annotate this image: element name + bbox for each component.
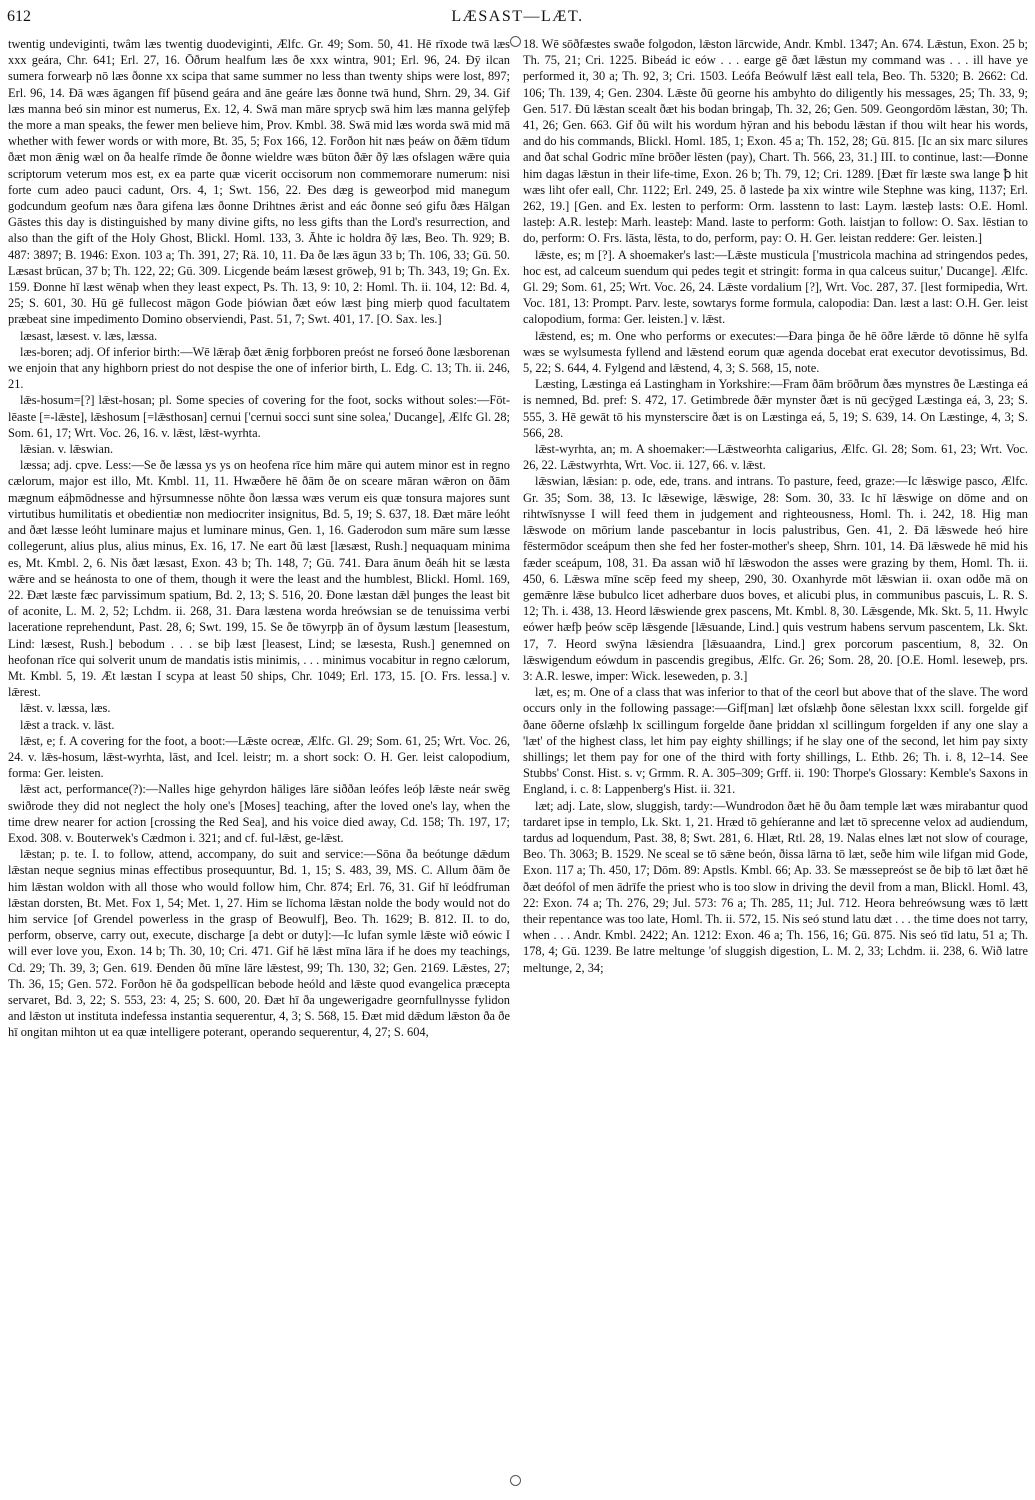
dictionary-entry: lǣst act, performance(?):—Nalles hige gehyrdon hāliges lāre siððan leófes leóþ lǣste neár swēg swiðrode they did not neglect the holy one's [Moses] teaching, after the loved one's lay, when the time drew nearer for action [crossing the Red Sea], and his voice died away, Cd. 158; Th. 197, 17; Exod. 308. v. Bouterwek's Cædmon i. 321; and cf. ful-lǣst, ge-lǣst. [8, 782, 510, 845]
dictionary-entry: lǣswian, lǣsian: p. ode, ede, trans. and intrans. To pasture, feed, graze:—Ic lǣswige pasco, Ælfc. Gr. 35; Som. 38, 13. Ic lǣsewige, lǣswige, 28: Som. 30, 33. Ic hī lǣswige on dōme and on rihtwīsnysse I will feed them in judgement and righteousness, Homl. Th. i. 242, 18. Hig man lǣswode on mōrium lande pascebantur in locis palustribus, Gen. 41, 2. Ðā lǣswede heó hire fēstermōdor sceápum then she fed her foster-mother's sheep, Shrn. 101, 14. Ðā lǣswede hē mid his fæder sceápum, 108, 31. Ða assan wið hī lǣswodon the asses were grazing by them, Homl. Th. ii. 450, 6. Lǣswa mīne scēp feed my sheep, 290, 30. Oxanhyrde mōt lǣswian ii. oxan odðe mā on gemǣnre lǣse bubulco licet adherbare duos boves, et alicubi plus, in communibus pascuis, L. R. S. 12; Th. i. 438, 13. Heord lǣswiende grex pascens, Mt. Kmbl. 8, 30. Lǣsgende, Mk. Skt. 5, 11. Hwylc eówer hæfþ þeów scēp lǣsgende [lǣsuande, Lind.] quis vestrum habens servum pascentem, Lk. Skt. 17, 7. Heord swȳna lǣsiendra [lǣsuaandra, Lind.] grex porcorum pascentium, 8, 32. On lǣswigendum eówdum in pascendis gregibus, Ælfc. Gr. 26; Som. 28, 20. [O.E. Homl. leseweþ, prs. 3: A.R. leswe, imper: Wick. leseweden, p. 3.] [523, 474, 1028, 683]
dictionary-entry: 18. Wē sōðfæstes swaðe folgodon, lǣston lārcwide, Andr. Kmbl. 1347; An. 674. Lǣstun, Exon. 25 b; Th. 75, 21; Cri. 1225. Bibeád ic eów . . . earge gē ðæt lǣstun my command was . . . ill have ye performed it, 30 a; Th. 92, 3; Cri. 1503. Leófa Beówulf lǣst eall tela, Beo. Th. 5320; B. 2662: Cd. 106; Th. 139, 4; Gen. 2304. Lǣste ðū georne his ambyhto do diligently his messages, 25; Th. 33, 9; Gen. 517. Ðū lǣstan scealt ðæt his bodan bringaþ, Th. 32, 26; Gen. 509. Geongordōm lǣstan, 30; Th. 41, 26; Gen. 663. Gif ðū wilt his wordum hȳran and his bebodu lǣstan if thou wilt hear his words, and do his commands, Blickl. Homl. 185, 1; Exon. 45 a; Th. 152, 28; Gū. 815. [Ic an six marc silures and ðat schal Godric mīne brōðer lēsten (pay), Chart. Th. 566, 23, 31.] III. to continue, last:—Ðonne him dagas lǣstun in their life-time, Exon. 26 b; Th. 79, 12; Cri. 1289. [Ðæt fīr læste swa lange ꝥ hit wæs liht ofer eall, Chr. 1122; Erl. 249, 25. ð lastede þa xix wintre wile Stephne was king, 1137; Erl. 262, 19.] [Gen. and Ex. lesten to perform: Orm. lasstenn to last: Laym. læsteþ lasts: O.E. Homl. lasteþ: A.R. lesteþ: Marh. leasteþ: Mand. laste to perform: Goth. laistjan to follow: O. Sax. lēstian to do, perform: O. Frs. lāsta, lēsta, to do, perform, pay: O. H. Ger. leistan reddere: Ger. leisten.] [523, 37, 1028, 246]
dictionary-entry: lǣstend, es; m. One who performs or executes:—Ðara þinga ðe hē ōðre lǣrde tō dōnne hē sylfa wæs se wylsumesta fyllend and lǣstend eorum quæ agenda docebat erat executor devotissimus, Bd. 5, 22; S. 644, 4. Fylgend and lǣstend, 4, 3; S. 568, 15, note. [523, 328, 1028, 376]
dictionary-entry: lǣst-wyrhta, an; m. A shoemaker:—Lǣstweorhta caligarius, Ælfc. Gl. 28; Som. 61, 23; Wrt. Voc. 26, 22. Lǣstwyrhta, Wrt. Voc. ii. 127, 66. v. lǣst. [523, 442, 1028, 473]
page-header [0, 6, 1035, 28]
dictionary-entry: Læsting, Læstinga eá Lastingham in Yorkshire:—Fram ðām brōðrum ðæs mynstres ðe Læstinga eá is nemned, Bd. pref: S. 472, 17. Getimbrede ðǣr mynster ðæt is nū gecȳged Læstinga eá, 3, 23; S. 555, 3. Hē gewāt tō his mynsterscire ðæt is on Læstinga eá, 5, 19; S. 639, 14. On Læstinge, 4, 3; S. 566, 28. [523, 377, 1028, 440]
dictionary-entry: twentig undeviginti, twâm læs twentig duodeviginti, Ælfc. Gr. 49; Som. 50, 41. Hē rīxode twā læs xxx geára, Chr. 641; Erl. 27, 16. Ōðrum healfum læs ðe xxx wintra, 901; Erl. 96, 24. Ðȳ ilcan sumera forwearþ nō læs ðonne xx scipa that same summer no less than twenty ships were lost, 897; Erl. 96, 14. Ðā wæs āgangen fīf þūsend geára and āne geáre læs ðonne twā hund, Shrn. 29, 34. Gif læs manna beó sin minor est numerus, Ex. 12, 4. Swā man māre sprycþ swā him læs manna gelȳfeþ the more a man speaks, the fewer men believe him, Prov. Kmbl. 38. Swā mid læs worda swā mid mā whether with fewer words or with more, Bt. 35, 5; Fox 166, 12. Forðon hit næs þeáw on ðǣm tīdum ðæt mon ǣnig wæl on ða healfe rīmde ðe ðonne wieldre wæs būton ðǣr ðȳ læs ofslagen wǣre quia scriptorum veterum mos est, ex ea parte quæ vicerit occisorum non commemorare numerum: nisi forte cum adeo pauci cadunt, Ors. 4, 1; Swt. 156, 22. Ðes dæg is geweorþod mid manegum godcundum geofum næs ðara gifena læs ðonne Drihtnes ǣrist and eác ðonne seó gifu ðæs Hālgan Gāstes this day is distinguished by many divine gifts, no less gifts than the Lord's resurrection, and also than the gift of the Holy Ghost, Blickl. Homl. 133, 3. Āhte ic holdra ðȳ læs, Beo. Th. 929; B. 487: 3897; B. 1946: Exon. 103 a; Th. 391, 27; Rä. 10, 11. Ða ðe læs āgun 33 b; Th. 106, 33; Gū. 50. Læsast brūcan, 37 b; Th. 122, 22; Gū. 309. Licgende beám læsest grōweþ, 91 b; Th. 343, 19; Gn. Ex. 159. Ðonne hī læst wēnaþ when they least expect, Ps. Th. 13, 9: 10, 2: Homl. Th. ii. 104, 12: Bd. 4, 25; S. 601, 30. Hū gē fullecost māgon Gode þiówian ðæt eów læst þing mierþ quod facultatem præbeat sine impedimento Domino observiendi, Past. 51, 7; Swt. 401, 17. [O. Sax. les.] [8, 37, 510, 327]
dictionary-entry: læs-boren; adj. Of inferior birth:—Wē lǣraþ ðæt ǣnig forþboren preóst ne forseó ðone læsborenan we enjoin that any highborn priest do not despise the one of inferior birth, L. Edg. C. 13; Th. ii. 246, 21. [8, 344, 510, 392]
dictionary-entry: læt, es; m. One of a class that was inferior to that of the ceorl but above that of the slave. The word occurs only in the following passage:—Gif[man] læt ofslæhþ ðone sēlestan lxxx scill. forgelde gif ðane ōðerne ofslæhþ lx scillingum forgelde ðane þriddan xl scillingum forgelden if any one slay a 'læt' of the highest class, let him pay eighty shillings; if he slay one of the second, let him pay sixty shillings; let them pay for one of the third with forty shillings, L. Ethb. 26; Th. i. 8, 12–14. See Stubbs' Const. Hist. s. v; Grmm. R. A. 305–309; Grff. ii. 190: Thorpe's Glossary: Kemble's Saxons in England, i. c. 8: Lappenberg's Hist. ii. 321. [523, 685, 1028, 797]
dictionary-entry: lǣsian. v. lǣswian. [20, 442, 114, 457]
running-head: LÆSAST—LÆT. [451, 8, 584, 25]
dictionary-entry: lǣs-hosum=[?] lǣst-hosan; pl. Some species of covering for the foot, socks without soles:—Fōt-lēaste [=-lǣste], lǣshosum [=lǣsthosan] cernui ['cernui socci sunt sine solea,' Ducange], Ælfc Gl. 28; Som. 61, 17; Wrt. Voc. 26, 16. v. lǣst, lǣst-wyrhta. [8, 393, 510, 440]
dictionary-entry: læssa; adj. cpve. Less:—Se ðe læssa ys ys on heofena rīce him māre qui autem minor est in regno cælorum, major est illo, Mt. Kmbl. 11, 11. Hwæðere hē ðām ðe on sceare māran wǣron on ðām mægnum eáþmōdnesse and hȳrsumnesse nōhte ðon læssa wæs verum eis quæ tonsura majores sunt virtutibus humilitatis et obedientiæ non mediocriter insignitus, Bd. 5, 19; S. 637, 18. Ðæt māre leóht and ðæt læsse leóht luminare majus et luminare minus, Gen. 1, 16. Gaderodon sum māre sum læsse collegerunt, alius plus, alius minus, Ex. 16, 17. Ne eart ðū læst [læsæst, Rush.] nequaquam minima es, Mt. Kmbl. 2, 6. Nis ðæt læsast, Exon. 43 b; Th. 148, 7; Gū. 741. Ðara ānum ðeáh hit se læsta wǣre and se heánosta to one of them, though it were the least and the humblest, Blickl. Homl. 169, 22. Ðæt læste fæc parvissimum spatium, Bd. 2, 13; S. 516, 20. Ðone læstan dǣl þunges the least bit of aconite, L. M. 2, 52; Lchdm. ii. 268, 31. Ðara læstena worda hreówsian se de tenuissima verbi laceratione reprehendunt, Past. 28, 6; Swt. 199, 15. Se ðe tōwyrpþ ān of ðysum læstum [leasestum, Lind: læsest, Rush.] bebodum . . . se biþ læst [leasest, Lind; se læsesta, Rush.] genemned on heofonan rīce qui solverit unum de mandatis istis minimis, . . . minimus vocabitur in regno cælorum, Mt. Kmbl. 5, 19. Æt læstan I scypa at least 50 ships, Chr. 1049; Erl. 173, 15. [O. Frs. lessa.] v. lǣrest. [8, 458, 510, 700]
dictionary-entry: læt; adj. Late, slow, sluggish, tardy:—Wundrodon ðæt hē ðu ðam temple læt wæs mirabantur quod tardaret ipse in templo, Lk. Skt. 1, 21. Hræd tō gehíeranne and læt tō sprecenne velox ad audiendum, tardus ad loquendum, Past. 38, 8; Swt. 281, 6. Hlæt, Rtl. 28, 19. Nalas elnes læt not slow of courage, Beo. Th. 3063; B. 1529. Ne sceal se tō sǣne beón, ðissa lārna tō læt, seðe him wile lifgan mid Gode, Exon. 117 a; Th. 450, 17; Dōm. 89: Apstls. Kmbl. 66; Ap. 33. Se mæssepreóst se ðe biþ tō læt ðæt hē ðæt deófol of men ādrīfe the priest who is too slow in driving the devil from a man, Blickl. Homl. 43, 22: Exon. 74 a; Th. 276, 29; Jul. 573: 76 a; Th. 285, 11; Jul. 712. Heora behreówsung wæs tō lætt their repentance was too late, Homl. Th. ii. 572, 15. Nis seó stund latu dæt . . . the time does not tarry, when . . . Andr. Kmbl. 2422; An. 1212: Exon. 46 a; Th. 156, 16; Gū. 875. Nis seó tīd latu, 51 a; Th. 178, 4; Gū. 1239. Be latre meltunge 'of sluggish digestion, L. M. 2, 33; Lchdm. ii. 238, 6. Wið latre meltunge, 2, 34; [523, 798, 1028, 975]
dictionary-entry: læsast, læsest. v. læs, læssa. [20, 328, 158, 343]
right-column [523, 36, 1028, 1488]
column-divider [515, 36, 516, 1486]
dictionary-entry: lǣst. v. læssa, læs. [20, 701, 111, 716]
dictionary-entry: lǣste, es; m [?]. A shoemaker's last:—Lǣste musticula ['mustricola machina ad stringendos pedes, hoc est, ad calceum suendum qui pedes tegit et stringit: forma in qua calceus suitur,' Ducange]. Ælfc. Gl. 29; Som. 61, 25; Wrt. Voc. 26, 24. Lǣste vordalium [?], Wrt. Voc. 287, 37. [lest formipedia, Wrt. Voc. 181, 13: Prompt. Parv. leste, sowtarys forme formula, calopodia: Dan. læst a last: O.H. Ger. leist calopodium, forma: Ger. leisten.] v. lǣst. [523, 247, 1028, 327]
dictionary-entry: lǣstan; p. te. I. to follow, attend, accompany, do suit and service:—Sōna ða beótunge dǣdum lǣstan neque segnius minas effectibus prosequuntur, Bd. 1, 15; S. 483, 39, MS. C. Allum ðām ðe him lǣstan woldon with all those who would follow him, Chr. 874; Erl. 76, 31. Gif hī leódfruman lǣstan dorsten, Bt. Met. Fox 1, 54; Met. 1, 27. Him se līchoma lǣstan nolde the body would not do him service [of Grendel powerless in the grasp of Beowulf], Beo. Th. 1629; B. 812. II. to do, perform, observe, carry out, execute, discharge [a debt or duty]:—Ic lufan symle lǣste wið eówic I will ever love you, Exon. 14 b; Th. 30, 10; Cri. 471. Gif hē lǣst mīna lāra if he does my teachings, Cd. 29; Th. 39, 3; Gen. 619. Ðenden ðū mīne lāre lǣstest, 99; Th. 130, 32; Gen. 2169. Lǣstes, 27; Th. 36, 15; Gen. 572. Forðon hē ða godspellīcan bebode heóld and lǣste quod evangelica præcepta servaret, Bd. 3, 22; S. 553, 23: 4, 25; S. 600, 20. Ðæt hī ða ungewerigadre geornfullnysse fylidon and lǣston ut instituta indefessa instantia sequerentur, 4, 3; S. 568, 15. Ðæt mid dǣdum lǣston ða ðe hī ongitan mihton ut ea quæ intelligere poterant, operando sequerentur, 4, 27; S. 604, [8, 847, 510, 1040]
dictionary-entry: lǣst a track. v. lāst. [20, 717, 115, 732]
left-column [8, 36, 510, 1488]
dictionary-entry: lǣst, e; f. A covering for the foot, a boot:—Lǣste ocreæ, Ælfc. Gl. 29; Som. 61, 25; Wrt. Voc. 26, 24. v. lǣs-hosum, lǣst-wyrhta, lāst, and Icel. leistr; m. a short sock: O. H. Ger. leist calopodium, forma: Ger. leisten. [8, 733, 510, 781]
page-number: 612 [7, 8, 31, 25]
